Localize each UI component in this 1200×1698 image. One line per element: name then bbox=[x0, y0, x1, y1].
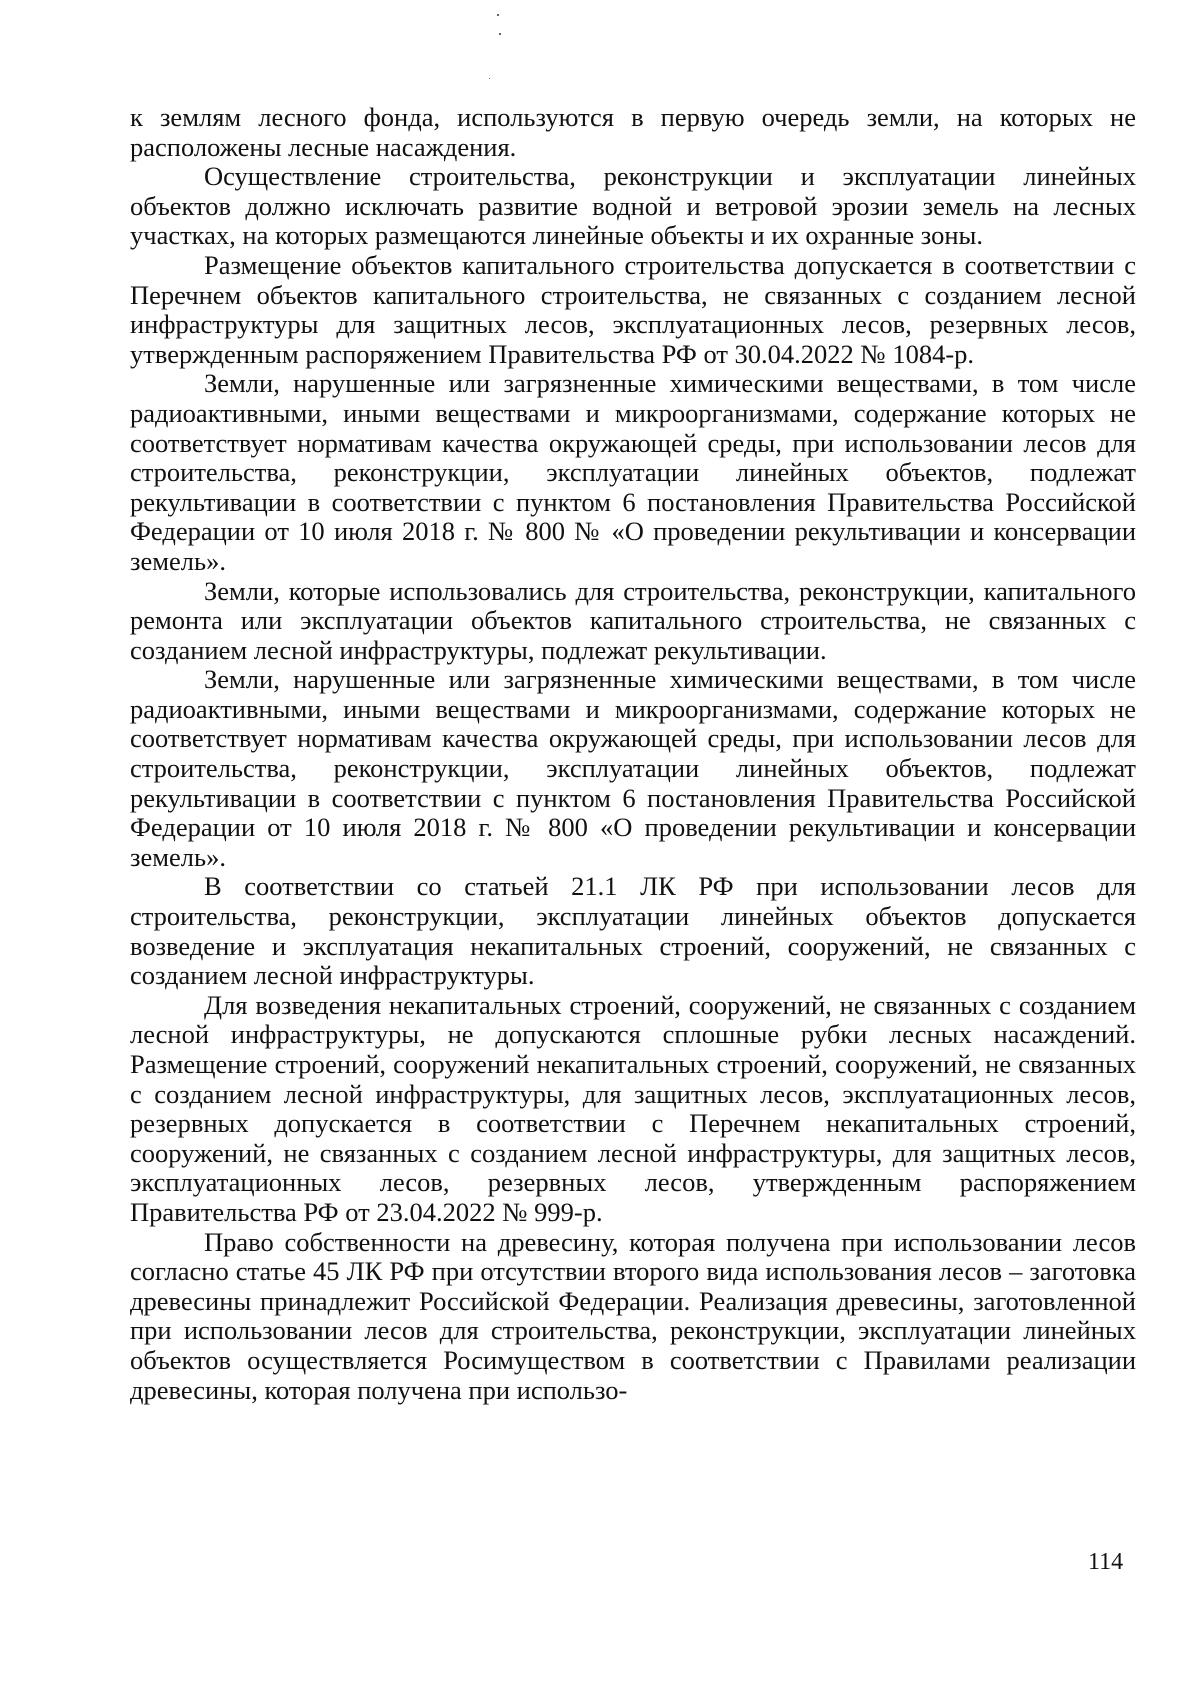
paragraph: Право собственности на древесину, которая получена при использовании лесов согласно статье 45 ЛК РФ при отсутствии второго вида использования лесов – заготовка древесины принадлежит Российской Федерации. Реализация древесины, заготовленной при использовании лесов для строительства, реконструкции, эксплуатации линейных объектов осуществляется Росимуществом в соответствии с Правилами реализации древесины, которая получена при использо- bbox=[130, 1226, 1136, 1405]
scan-speck bbox=[489, 78, 490, 79]
paragraph: Размещение объектов капитального строительства допускается в соответствии с Перечнем объектов капитального строительства, не связанных с созданием лесной инфраструктуры для защитных лесов, эксплуатационных лесов, резервных лесов, утвержденным распоряжением Правительства РФ от 30.04.2022 № 1084-р. bbox=[130, 249, 1136, 369]
paragraph: Земли, которые использовались для строительства, реконструкции, капитального ремонта или эксплуатации объектов капитального строительства, не связанных с созданием лесной инфраструктуры, подлежат рекультивации. bbox=[130, 575, 1136, 665]
page-number: 114 bbox=[1088, 1549, 1124, 1575]
scan-speck bbox=[497, 14, 499, 16]
paragraph: Осуществление строительства, реконструкции и эксплуатации линейных объектов должно исключать развитие водной и ветровой эрозии земель на лесных участках, на которых размещаются линейные объекты и их охранные зоны. bbox=[130, 161, 1136, 251]
paragraph: Земли, нарушенные или загрязненные химическими веществами, в том числе радиоактивными, иными веществами и микроорганизмами, содержание которых не соответствует нормативам качества окружающей среды, при использовании лесов для строительства, реконструкции, эксплуатации линейных объектов, подлежат рекультивации в соответствии с пунктом 6 постановления Правительства Российской Федерации от 10 июля 2018 г. № 800 № «О проведении рекультивации и консервации земель». bbox=[130, 368, 1136, 576]
scan-speck bbox=[499, 33, 501, 35]
paragraph: к землям лесного фонда, используются в первую очередь земли, на которых не расположены лесные насаждения. bbox=[130, 102, 1136, 162]
paragraph: Для возведения некапитальных строений, сооружений, не связанных с созданием лесной инфраструктуры, не допускаются сплошные рубки лесных насаждений. Размещение строений, сооружений некапитальных строений, сооружений, не связанных с созданием лесной инфраструктуры, для защитных лесов, эксплуатационных лесов, резервных допускается в соответствии с Перечнем некапитальных строений, сооружений, не связанных с созданием лесной инфраструктуры, для защитных лесов, эксплуатационных лесов, резервных лесов, утвержденным распоряжением Правительства РФ от 23.04.2022 № 999-р. bbox=[130, 989, 1136, 1227]
paragraph: В соответствии со статьей 21.1 ЛК РФ при использовании лесов для строительства, реконструкции, эксплуатации линейных объектов допускается возведение и эксплуатация некапитальных строений, сооружений, не связанных с созданием лесной инфраструктуры. bbox=[130, 871, 1136, 991]
paragraph: Земли, нарушенные или загрязненные химическими веществами, в том числе радиоактивными, иными веществами и микроорганизмами, содержание которых не соответствует нормативам качества окружающей среды, при использовании лесов для строительства, реконструкции, эксплуатации линейных объектов, подлежат рекультивации в соответствии с пунктом 6 постановления Правительства Российской Федерации от 10 июля 2018 г. № 800 «О проведении рекультивации и консервации земель». bbox=[130, 664, 1136, 872]
document-body bbox=[130, 103, 1136, 1405]
